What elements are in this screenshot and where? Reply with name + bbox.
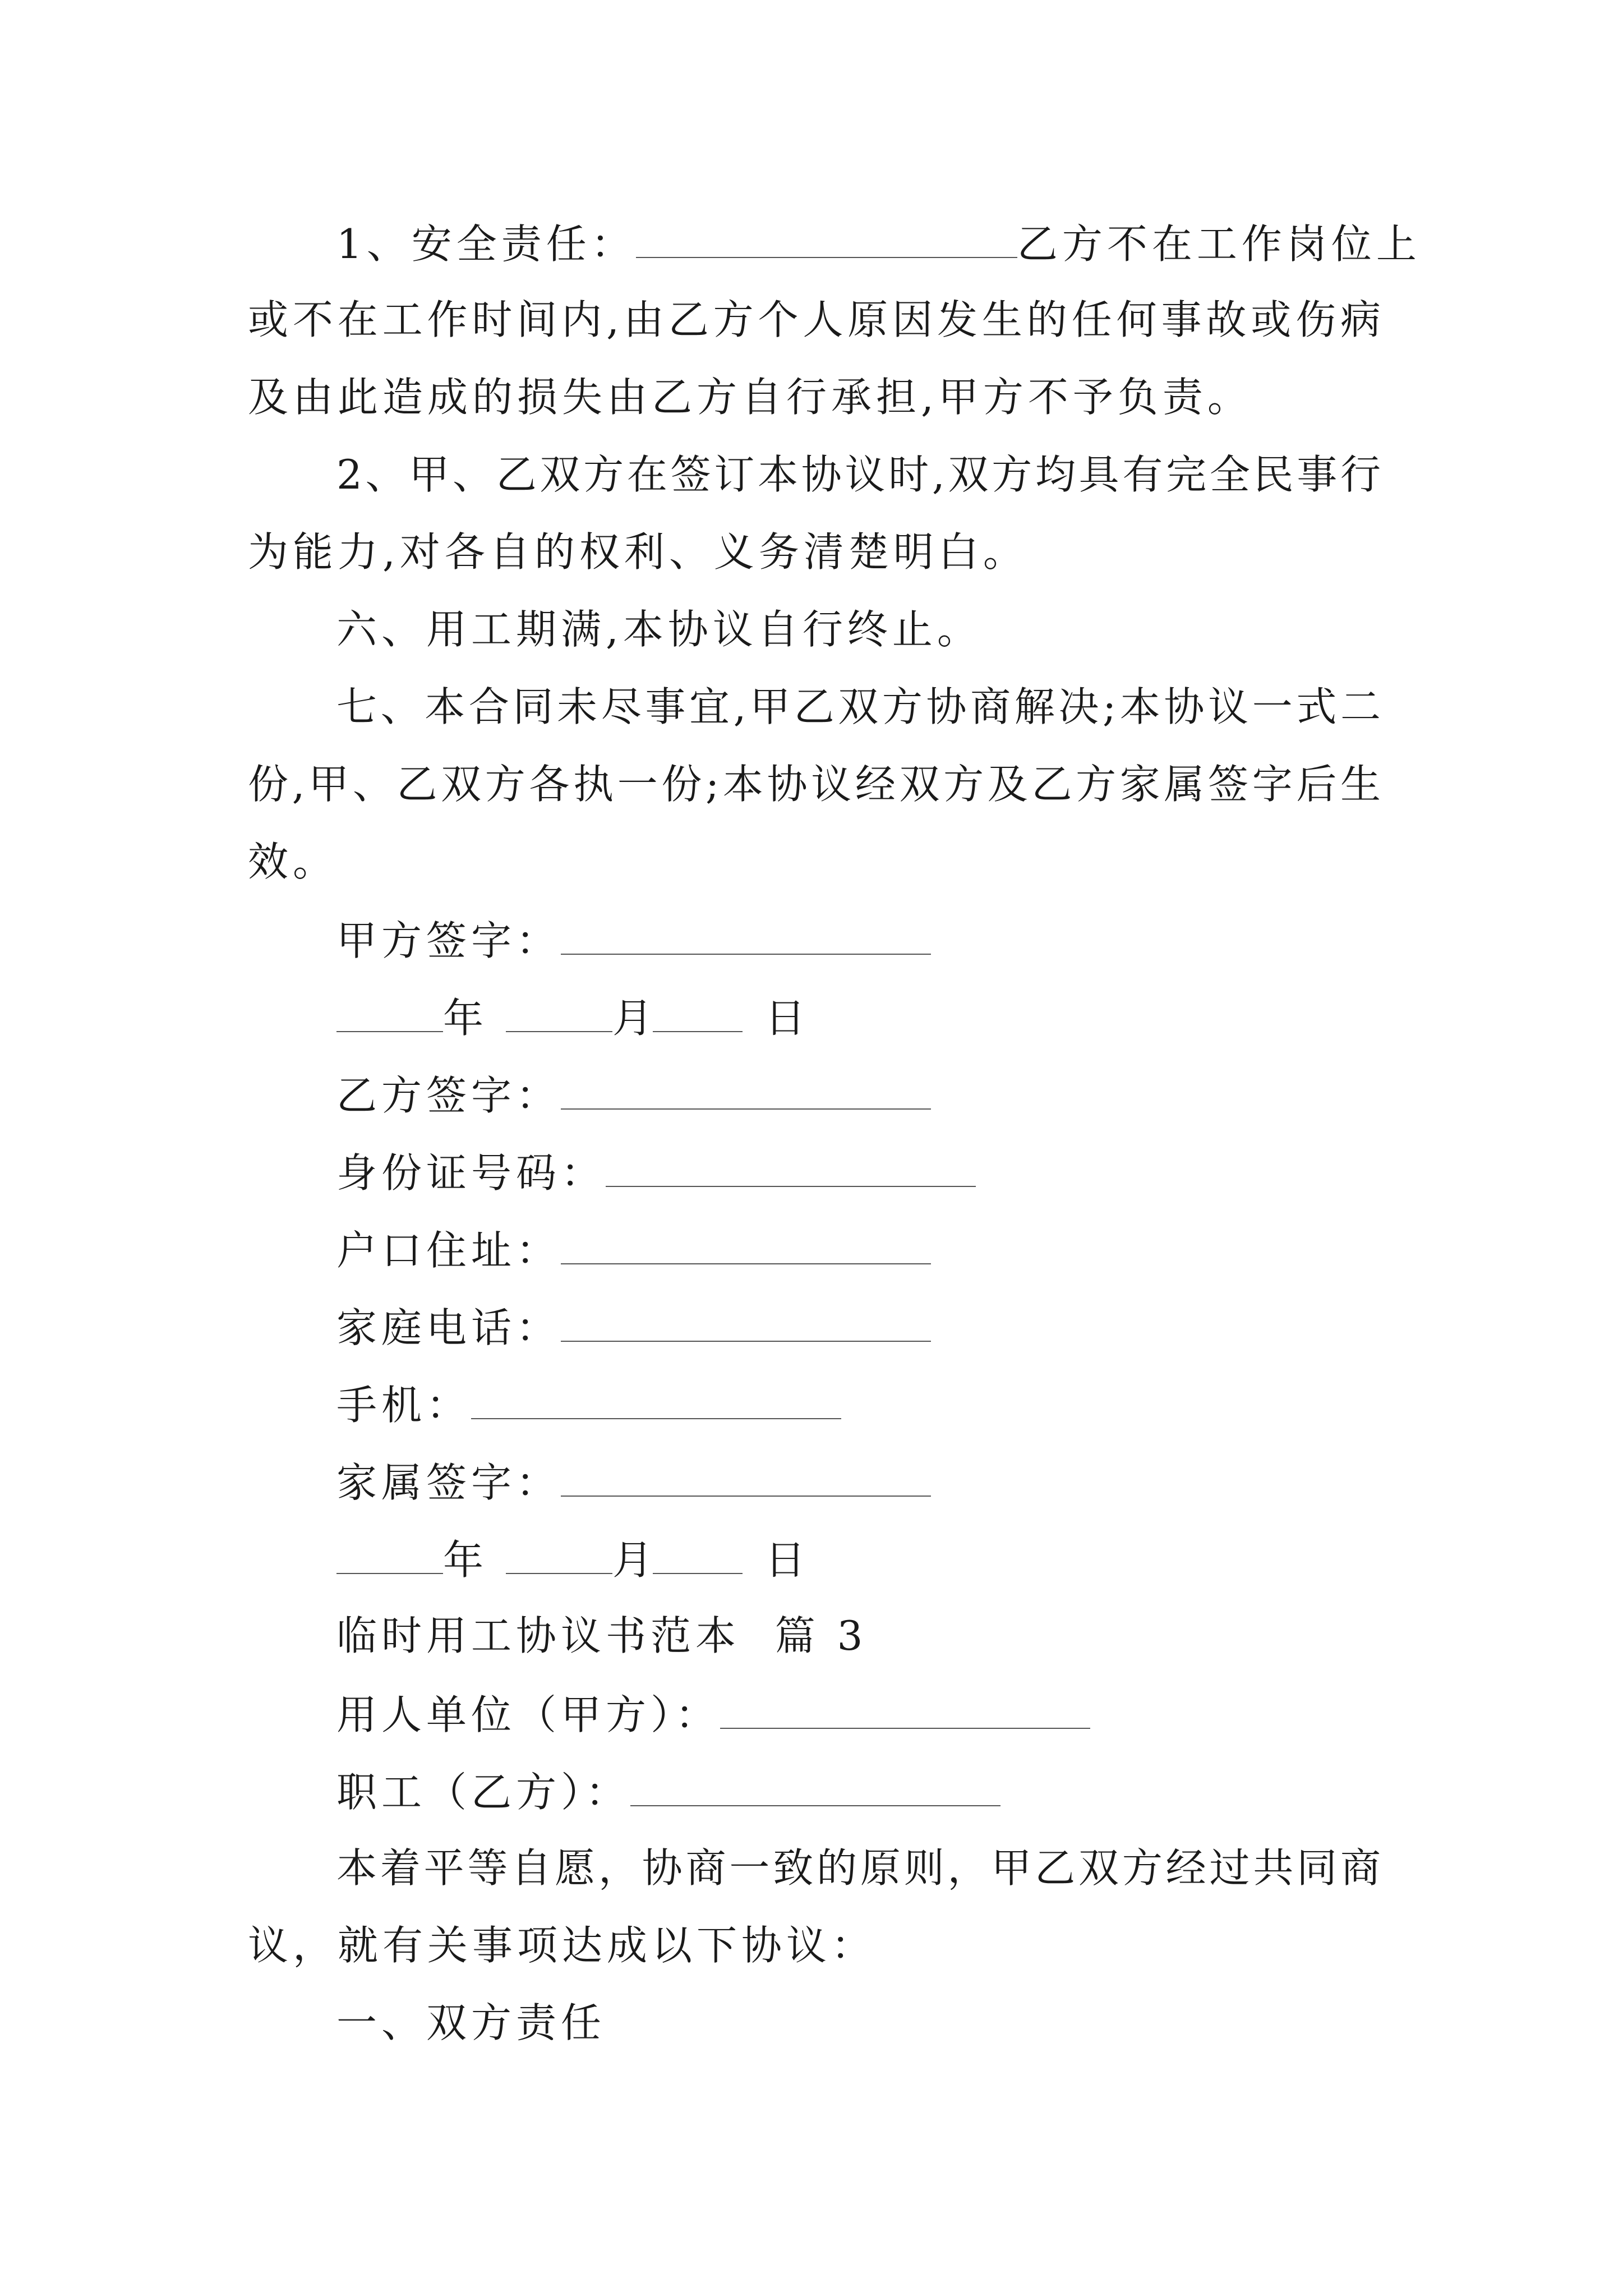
clause-six: 六、用工期满,本协议自行终止。	[336, 606, 982, 653]
id-number-blank[interactable]	[606, 1151, 976, 1187]
month-blank[interactable]	[506, 1538, 612, 1574]
blank-line[interactable]	[636, 222, 1017, 258]
year-blank[interactable]	[336, 1538, 443, 1574]
month-label: 月	[612, 1536, 653, 1584]
paragraph-line: 七、本合同未尽事宜,甲乙双方协商解决;本协议一式二	[336, 683, 1381, 730]
date-row	[336, 1536, 806, 1584]
party-a-sign-blank[interactable]	[561, 919, 931, 955]
employer-blank[interactable]	[720, 1693, 1090, 1729]
family-sign-blank[interactable]	[561, 1461, 931, 1497]
household-address-label: 户口住址：	[336, 1227, 561, 1274]
employer-row	[336, 1691, 1090, 1738]
mobile-row	[336, 1382, 841, 1429]
month-label: 月	[612, 995, 653, 1042]
id-number-label: 身份证号码：	[336, 1149, 606, 1197]
paragraph-line: 及由此造成的损失由乙方自行承担,甲方不予负责。	[248, 374, 1252, 421]
party-a-signature-row	[336, 917, 931, 964]
home-phone-row	[336, 1304, 931, 1351]
party-b-sign-label: 乙方签字：	[336, 1072, 561, 1119]
intro-line: 本着平等自愿，协商一致的原则，甲乙双方经过共同商	[336, 1844, 1381, 1892]
home-phone-blank[interactable]	[561, 1306, 931, 1342]
year-blank[interactable]	[336, 996, 443, 1032]
employee-label: 职工（乙方）：	[336, 1769, 631, 1816]
paragraph-line: 效。	[248, 838, 338, 885]
month-blank[interactable]	[506, 996, 612, 1032]
clause-safety-label: 1、安全责任：	[336, 220, 636, 268]
mobile-label: 手机：	[336, 1382, 472, 1429]
employee-row	[336, 1769, 1000, 1816]
clause-safety-text: 乙方不在工作岗位上	[1017, 220, 1421, 268]
paragraph-line: 为能力,对各自的权利、义务清楚明白。	[248, 528, 1028, 576]
year-label: 年	[443, 995, 484, 1042]
id-number-row	[336, 1149, 976, 1197]
day-blank[interactable]	[653, 1538, 743, 1574]
party-b-sign-blank[interactable]	[561, 1074, 931, 1110]
household-address-row	[336, 1227, 931, 1274]
paragraph-line	[336, 220, 1421, 268]
section-heading: 一、双方责任	[336, 1999, 606, 2046]
party-a-sign-label: 甲方签字：	[336, 917, 561, 964]
employer-label: 用人单位（甲方）：	[336, 1691, 721, 1738]
paragraph-line: 或不在工作时间内,由乙方个人原因发生的任何事故或伤病	[248, 296, 1381, 343]
family-sign-label: 家属签字：	[336, 1459, 561, 1506]
household-address-blank[interactable]	[561, 1228, 931, 1264]
family-signature-row	[336, 1459, 931, 1506]
employee-blank[interactable]	[630, 1770, 1000, 1806]
day-label: 日	[765, 995, 806, 1042]
year-label: 年	[443, 1536, 484, 1584]
mobile-blank[interactable]	[471, 1383, 841, 1419]
date-row	[336, 995, 806, 1042]
day-label: 日	[765, 1536, 806, 1584]
paragraph-line: 份,甲、乙双方各执一份;本协议经双方及乙方家属签字后生	[248, 761, 1381, 808]
home-phone-label: 家庭电话：	[336, 1304, 561, 1351]
party-b-signature-row	[336, 1072, 931, 1119]
paragraph-line: 2、甲、乙双方在签订本协议时,双方均具有完全民事行	[336, 451, 1381, 498]
day-blank[interactable]	[653, 996, 743, 1032]
section-title: 临时用工协议书范本 篇 3	[336, 1612, 868, 1659]
intro-line: 议，就有关事项达成以下协议：	[248, 1922, 877, 1969]
